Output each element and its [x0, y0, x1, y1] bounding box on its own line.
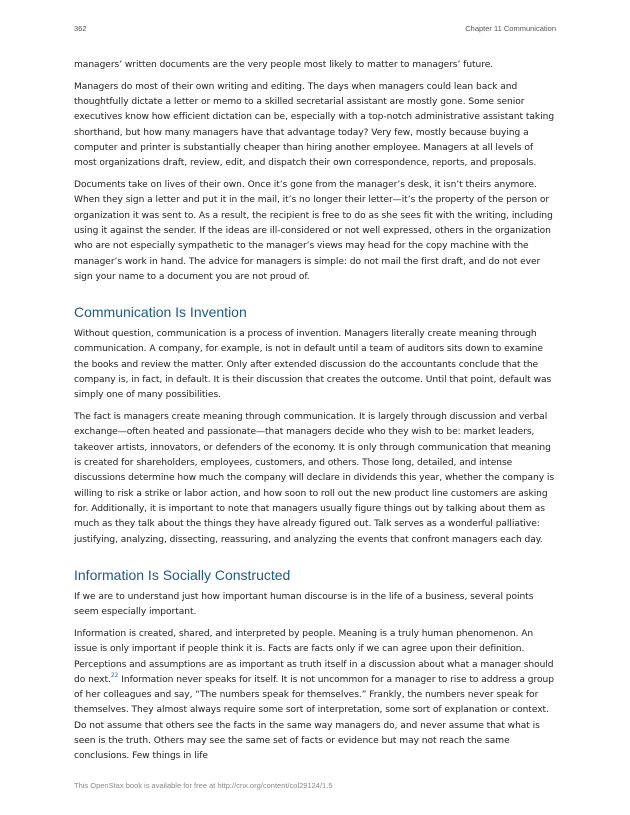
page-number: 362 [74, 24, 87, 33]
page-footer: This OpenStax book is available for free at http://cnx.org/content/col29124/1.5 [74, 781, 333, 790]
page-header [74, 24, 556, 36]
footnote-reference-link[interactable]: 22 [110, 671, 119, 679]
section-heading-invention: Communication Is Invention [74, 304, 247, 321]
section-heading-socially-constructed: Information Is Socially Constructed [74, 566, 291, 583]
paragraph-text-part-1: Information is created, shared, and interpreted by people. Meaning is a truly human phenomenon. An issue is only important if people think it is. Facts are facts only if we can agree upon their definition. Perceptions and assumptions are as important as truth itself in a discussion about what a manager should do next. [74, 628, 554, 685]
paragraph-text-part-2: Information never speaks for itself. It is not uncommon for a manager to rise to address a group of her colleagues and say, “The numbers speak for themselves.” Frankly, the numbers never speak for themselves. They almost always require some sort of interpretation, some sort of explanation or context. Do not assume that others see the facts in the same way managers do, and never assume that what is seen is the truth. Others may see the same set of facts or evidence but may not reach the same conclusions. Few things in life [74, 674, 554, 762]
chapter-title: Chapter 11 Communication [465, 24, 556, 33]
paragraph-create-meaning: The fact is managers create meaning through communication. It is largely through discussion and verbal exchange—often heated and passionate—that managers decide who they wish to be: market leaders, takeover artists, innovators, or defenders of the economy. It is only through communication that meaning is created for shareholders, employees, customers, and others. Those long, detailed, and intense discussions determine how much the company will declare in dividends this year, whether the company is willing to risk a strike or labor action, and how soon to roll out the new product line customers are asking for. Additionally, it is important to note that managers usually figure things out by talking about them as much as they talk about the things they have already figured out. Talk serves as a wonderful palliative: justifying, analyzing, dissecting, reassuring, and analyzing the events that confront managers each day. [74, 412, 555, 545]
paragraph-continued: managers’ written documents are the very people most likely to matter to managers’ future. [74, 60, 494, 70]
paragraph-information-created [74, 627, 556, 765]
paragraph-writing-editing: Managers do most of their own writing and editing. The days when managers could lean back and thoughtfully dictate a letter or memo to a skilled secretarial assistant are mostly gone. Some senior executives know how efficient dictation can be, especially with a top-notch administrative assistant taking shorthand, but how many managers have that advantage today? Very few, mostly because buying a computer and printer is substantially cheaper than hiring another employee. Managers at all levels of most organizations draft, review, edit, and dispatch their own correspondence, reports, and proposals. [74, 81, 555, 169]
paragraph-human-discourse: If we are to understand just how important human discourse is in the life of a business, several points seem especially important. [74, 591, 534, 618]
paragraph-documents-lives: Documents take on lives of their own. Once it’s gone from the manager’s desk, it isn’t theirs anymore. When they sign a letter and put it in the mail, it’s no longer their letter—it’s the property of the person or organization it was sent to. As a result, the recipient is free to do as she sees fit with the writing, including using it against the sender. If the ideas are ill-considered or not well expressed, others in the organization who are not especially sympathetic to the manager’s views may head for the copy machine with the manager’s work in hand. The advice for managers is simple: do not mail the first draft, and do not ever sign your name to a document you are not proud of. [74, 180, 553, 282]
page-content [74, 58, 556, 771]
paragraph-invention: Without question, communication is a process of invention. Managers literally create meaning through communication. A company, for example, is not in default until a team of auditors sits down to examine the books and review the matter. Only after extended discussion do the accountants conclude that the company is, in fact, in default. It is their discussion that creates the outcome. Until that point, default was simply one of many possibilities. [74, 329, 552, 401]
